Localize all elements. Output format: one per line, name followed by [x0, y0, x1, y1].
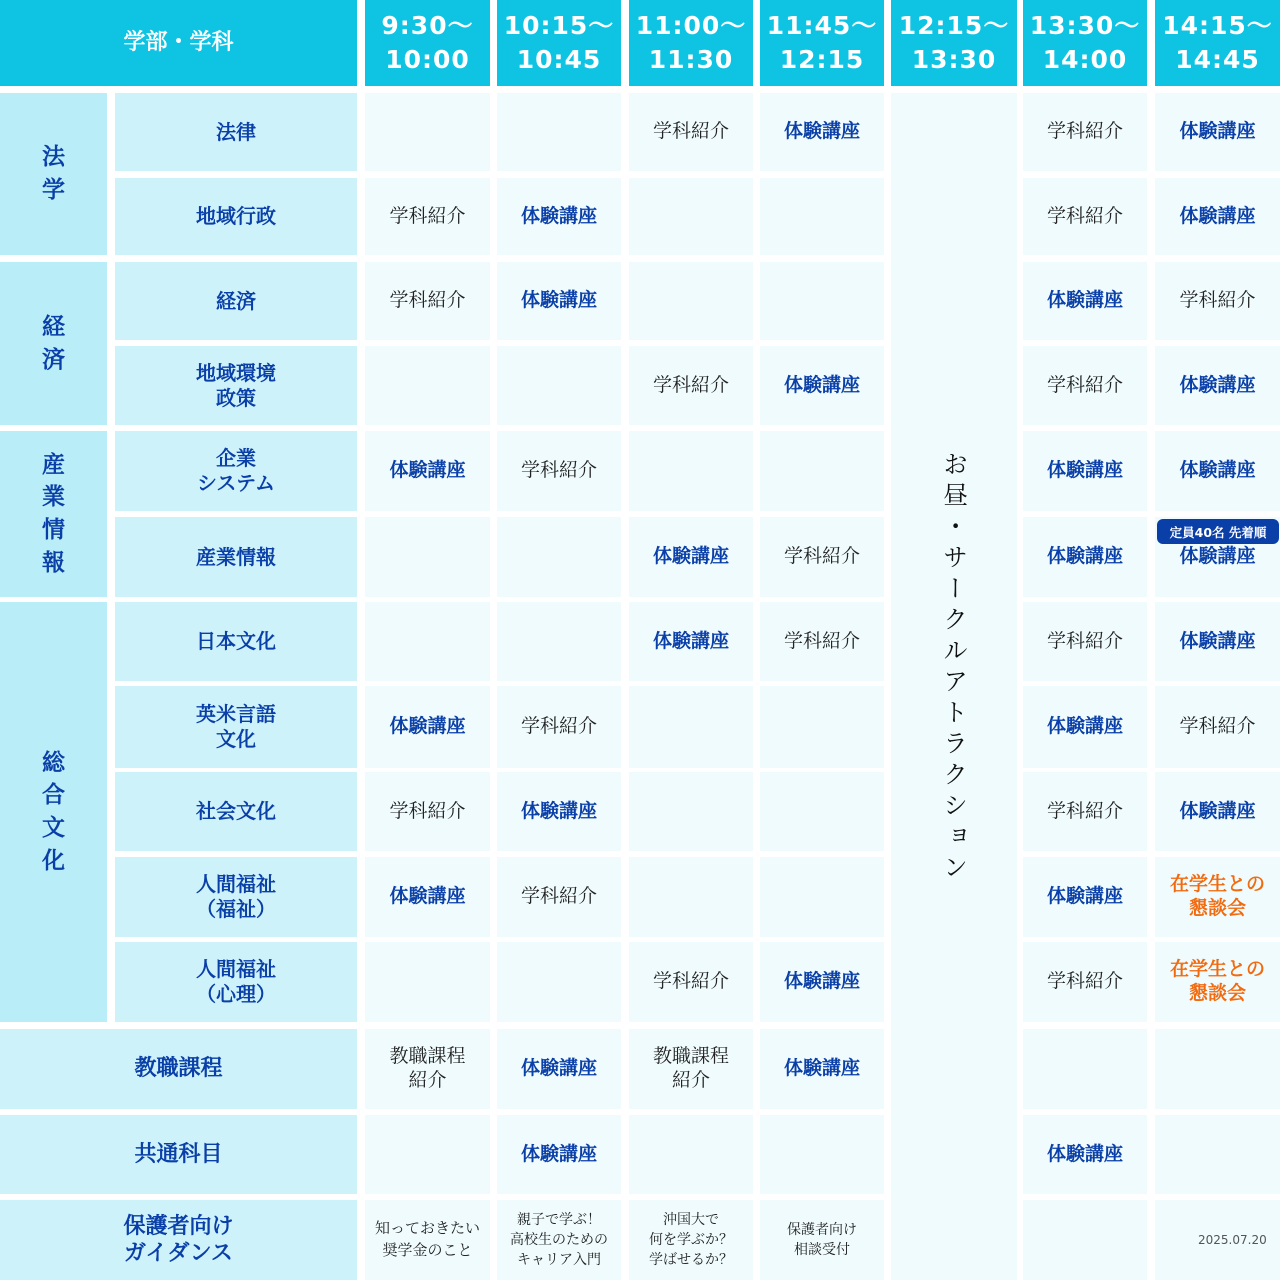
time-header: 9:30〜 10:00: [365, 0, 490, 86]
empty-slot: [497, 942, 621, 1022]
dept-intro-slot: 学科紹介: [365, 772, 490, 851]
capacity-badge: 定員40名 先着順: [1157, 519, 1279, 544]
dept-intro-slot: 学科紹介: [1023, 602, 1147, 681]
dept-intro-slot: 学科紹介: [1023, 93, 1147, 171]
faculty-label: 法 学: [0, 93, 107, 255]
department-label: 人間福祉 （福祉）: [115, 857, 357, 937]
trial-lecture-slot: 体験講座: [1023, 431, 1147, 511]
time-header: 10:15〜 10:45: [497, 0, 621, 86]
trial-lecture-slot: 体験講座: [1023, 857, 1147, 937]
empty-slot: [760, 431, 884, 511]
dept-intro-slot: 学科紹介: [497, 431, 621, 511]
trial-lecture-slot: 体験講座: [629, 602, 753, 681]
trial-lecture-slot: 体験講座: [1155, 93, 1280, 171]
trial-lecture-slot: 体験講座: [497, 772, 621, 851]
header-title: 学部・学科: [0, 0, 357, 86]
parent-guidance-slot: 親子で学ぶ！ 高校生のための キャリア入門: [497, 1200, 621, 1280]
empty-slot: [365, 942, 490, 1022]
trial-lecture-slot: 体験講座: [1155, 602, 1280, 681]
faculty-label: 総 合 文 化: [0, 602, 107, 1022]
empty-slot: [629, 857, 753, 937]
department-label: 教職課程: [0, 1029, 357, 1109]
dept-intro-slot: 学科紹介: [1155, 686, 1280, 768]
lunch-label: お昼・サークルアトラクション: [939, 451, 969, 885]
trial-lecture-slot: 体験講座: [497, 1115, 621, 1194]
empty-slot: [760, 1115, 884, 1194]
trial-lecture-slot: 体験講座: [760, 346, 884, 425]
empty-slot: [760, 857, 884, 937]
dept-intro-slot: 学科紹介: [760, 517, 884, 597]
department-label: 共通科目: [0, 1115, 357, 1194]
empty-slot: [365, 602, 490, 681]
trial-lecture-slot: 体験講座: [497, 262, 621, 340]
dept-intro-slot: 学科紹介: [497, 857, 621, 937]
trial-lecture-slot: 体験講座: [760, 93, 884, 171]
teacher-course-slot: 教職課程 紹介: [629, 1029, 753, 1109]
lunch-break-cell: [891, 93, 1017, 1280]
parent-guidance-slot: 沖国大で 何を学ぶか？ 学ばせるか？: [629, 1200, 753, 1280]
department-label: 人間福祉 （心理）: [115, 942, 357, 1022]
empty-slot: [760, 686, 884, 768]
empty-slot: [365, 1115, 490, 1194]
empty-slot: [365, 93, 490, 171]
trial-lecture-slot: 体験講座: [760, 942, 884, 1022]
trial-lecture-slot: 体験講座: [365, 431, 490, 511]
dept-intro-slot: 学科紹介: [1155, 262, 1280, 340]
empty-slot: [629, 1115, 753, 1194]
empty-slot: [629, 772, 753, 851]
empty-slot: [1023, 1200, 1147, 1280]
student-talk-slot: 在学生との 懇談会: [1155, 942, 1280, 1022]
trial-lecture-slot: 体験講座: [1023, 262, 1147, 340]
trial-lecture-slot: 体験講座: [1155, 178, 1280, 255]
empty-slot: [629, 178, 753, 255]
department-label: 産業情報: [115, 517, 357, 597]
department-label: 社会文化: [115, 772, 357, 851]
time-header: 13:30〜 14:00: [1023, 0, 1147, 86]
dept-intro-slot: 学科紹介: [497, 686, 621, 768]
department-label: 保護者向け ガイダンス: [0, 1200, 357, 1280]
trial-lecture-slot: 体験講座: [1023, 1115, 1147, 1194]
empty-slot: [497, 602, 621, 681]
teacher-course-slot: 教職課程 紹介: [365, 1029, 490, 1109]
empty-slot: [1155, 1115, 1280, 1194]
department-label: 地域行政: [115, 178, 357, 255]
time-header: 12:15〜 13:30: [891, 0, 1017, 86]
empty-slot: [497, 93, 621, 171]
dept-intro-slot: 学科紹介: [629, 346, 753, 425]
dept-intro-slot: 学科紹介: [629, 942, 753, 1022]
parent-guidance-slot: 知っておきたい 奨学金のこと: [365, 1200, 490, 1280]
trial-lecture-slot: 体験講座: [1155, 772, 1280, 851]
time-header: 11:45〜 12:15: [760, 0, 884, 86]
empty-slot: [760, 262, 884, 340]
empty-slot: [1155, 1029, 1280, 1109]
dept-intro-slot: 学科紹介: [1023, 772, 1147, 851]
empty-slot: [497, 346, 621, 425]
time-header: 14:15〜 14:45: [1155, 0, 1280, 86]
trial-lecture-slot: 体験講座: [365, 686, 490, 768]
dept-intro-slot: 学科紹介: [1023, 346, 1147, 425]
faculty-label: 経 済: [0, 262, 107, 425]
empty-slot: [629, 262, 753, 340]
empty-slot: [760, 178, 884, 255]
student-talk-slot: 在学生との 懇談会: [1155, 857, 1280, 937]
dept-intro-slot: 学科紹介: [365, 262, 490, 340]
trial-lecture-slot: 体験講座: [1155, 431, 1280, 511]
empty-slot: [629, 431, 753, 511]
department-label: 法律: [115, 93, 357, 171]
date-stamp: 2025.07.20: [1198, 1233, 1267, 1247]
trial-lecture-slot: 体験講座: [497, 1029, 621, 1109]
empty-slot: [1023, 1029, 1147, 1109]
trial-lecture-slot: 体験講座: [1155, 517, 1280, 597]
department-label: 経済: [115, 262, 357, 340]
dept-intro-slot: 学科紹介: [760, 602, 884, 681]
dept-intro-slot: 学科紹介: [1023, 178, 1147, 255]
department-label: 日本文化: [115, 602, 357, 681]
time-header: 11:00〜 11:30: [629, 0, 753, 86]
empty-slot: [497, 517, 621, 597]
faculty-label: 産 業 情 報: [0, 431, 107, 597]
parent-guidance-slot: 保護者向け 相談受付: [760, 1200, 884, 1280]
trial-lecture-slot: 体験講座: [760, 1029, 884, 1109]
empty-slot: [365, 517, 490, 597]
trial-lecture-slot: 体験講座: [1155, 346, 1280, 425]
trial-lecture-slot: 体験講座: [1023, 517, 1147, 597]
department-label: 企業 システム: [115, 431, 357, 511]
trial-lecture-slot: 体験講座: [365, 857, 490, 937]
trial-lecture-slot: 体験講座: [629, 517, 753, 597]
dept-intro-slot: 学科紹介: [365, 178, 490, 255]
department-label: 英米言語 文化: [115, 686, 357, 768]
dept-intro-slot: 学科紹介: [1023, 942, 1147, 1022]
empty-slot: [760, 772, 884, 851]
trial-lecture-slot: 体験講座: [1023, 686, 1147, 768]
trial-lecture-slot: 体験講座: [497, 178, 621, 255]
department-label: 地域環境 政策: [115, 346, 357, 425]
empty-slot: [365, 346, 490, 425]
empty-slot: [629, 686, 753, 768]
dept-intro-slot: 学科紹介: [629, 93, 753, 171]
